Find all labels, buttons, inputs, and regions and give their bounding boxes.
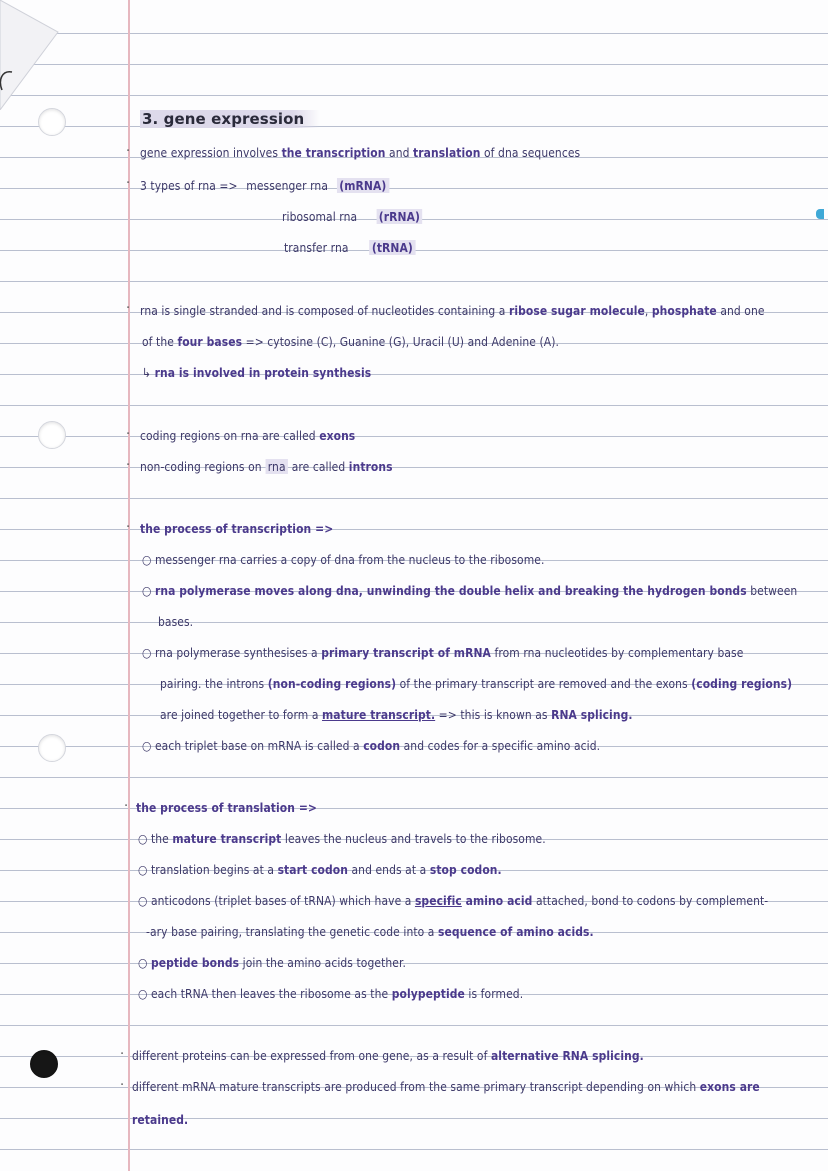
- translation-point-4: ○ peptide bonds join the amino acids together.: [138, 955, 406, 970]
- intro-line: gene expression involves the transcription and translation of dna sequences: [140, 145, 581, 160]
- noncoding-regions-line: non-coding regions on rna are called introns: [140, 459, 393, 474]
- transcription-point-3-l2: pairing. the introns (non-coding regions) of the primary transcript are removed and the exons (coding regions): [160, 676, 793, 691]
- translation-point-5: ○ each tRNA then leaves the ribosome as the polypeptide is formed.: [138, 986, 524, 1001]
- transcription-heading: the process of transcription =>: [140, 521, 334, 536]
- bullet: ·: [126, 520, 131, 535]
- bullet: ·: [124, 799, 129, 814]
- coding-regions-line: coding regions on rna are called exons: [140, 428, 356, 443]
- punch-hole: [30, 1050, 58, 1078]
- circle-bullet-icon: ○: [142, 552, 152, 567]
- translation-point-1: ○ the mature transcript leaves the nucleus and travels to the ribosome.: [138, 831, 546, 846]
- bullet: ·: [126, 427, 131, 442]
- bullet: ·: [120, 1047, 125, 1062]
- page-title: 3. gene expression: [140, 110, 320, 128]
- translation-point-3-l2: -ary base pairing, translating the genetic code into a sequence of amino acids.: [146, 924, 594, 939]
- bullet: ·: [126, 176, 131, 191]
- transcription-point-2-cont: bases.: [158, 614, 194, 629]
- folded-corner: [0, 0, 60, 110]
- bullet: ·: [126, 458, 131, 473]
- arrow-icon: ↳: [142, 365, 152, 380]
- transcription-point-3: ○ rna polymerase synthesises a primary transcript of mRNA from rna nucleotides by complementary base: [142, 645, 744, 660]
- circle-bullet-icon: ○: [142, 738, 152, 753]
- rna-type-row: transfer rna (tRNA): [284, 240, 415, 255]
- translation-heading: the process of translation =>: [136, 800, 318, 815]
- circle-bullet-icon: ○: [138, 986, 148, 1001]
- circle-bullet-icon: ○: [138, 862, 148, 877]
- translation-point-3: ○ anticodons (triplet bases of tRNA) which have a specific amino acid attached, bond to codons by complement-: [138, 893, 769, 908]
- transcription-point-4: ○ each triplet base on mRNA is called a codon and codes for a specific amino acid.: [142, 738, 601, 753]
- splicing-line-1: different proteins can be expressed from one gene, as a result of alternative RNA splicing.: [132, 1048, 644, 1063]
- circle-bullet-icon: ○: [138, 955, 148, 970]
- splicing-line-2: different mRNA mature transcripts are produced from the same primary transcript depending on which exons are: [132, 1079, 760, 1094]
- bullet: ·: [126, 301, 131, 316]
- transcription-point-2: ○ rna polymerase moves along dna, unwinding the double helix and breaking the hydrogen bonds between: [142, 583, 798, 598]
- transcription-point-1: ○ messenger rna carries a copy of dna from the nucleus to the ribosome.: [142, 552, 545, 567]
- rna-types-lead: 3 types of rna => messenger rna (mRNA): [140, 178, 389, 193]
- punch-hole: [38, 421, 66, 449]
- transcription-point-3-l3: are joined together to form a mature transcript. => this is known as RNA splicing.: [160, 707, 633, 722]
- circle-bullet-icon: ○: [142, 583, 152, 598]
- circle-bullet-icon: ○: [138, 831, 148, 846]
- structure-line-1: rna is single stranded and is composed of nucleotides containing a ribose sugar molecule, phosphate and one: [140, 303, 765, 318]
- bullet: ·: [126, 144, 131, 159]
- circle-bullet-icon: ○: [138, 893, 148, 908]
- splicing-line-3: retained.: [132, 1112, 189, 1127]
- bullet: ·: [120, 1078, 125, 1093]
- structure-line-2: of the four bases => cytosine (C), Guanine (G), Uracil (U) and Adenine (A).: [142, 334, 560, 349]
- circle-bullet-icon: ○: [142, 645, 152, 660]
- punch-hole: [38, 108, 66, 136]
- translation-point-2: ○ translation begins at a start codon and ends at a stop codon.: [138, 862, 502, 877]
- rna-type-row: ribosomal rna (rRNA): [282, 209, 423, 224]
- punch-hole: [38, 734, 66, 762]
- page-tab-mark: [816, 209, 824, 219]
- structure-line-3: ↳ rna is involved in protein synthesis: [142, 365, 372, 380]
